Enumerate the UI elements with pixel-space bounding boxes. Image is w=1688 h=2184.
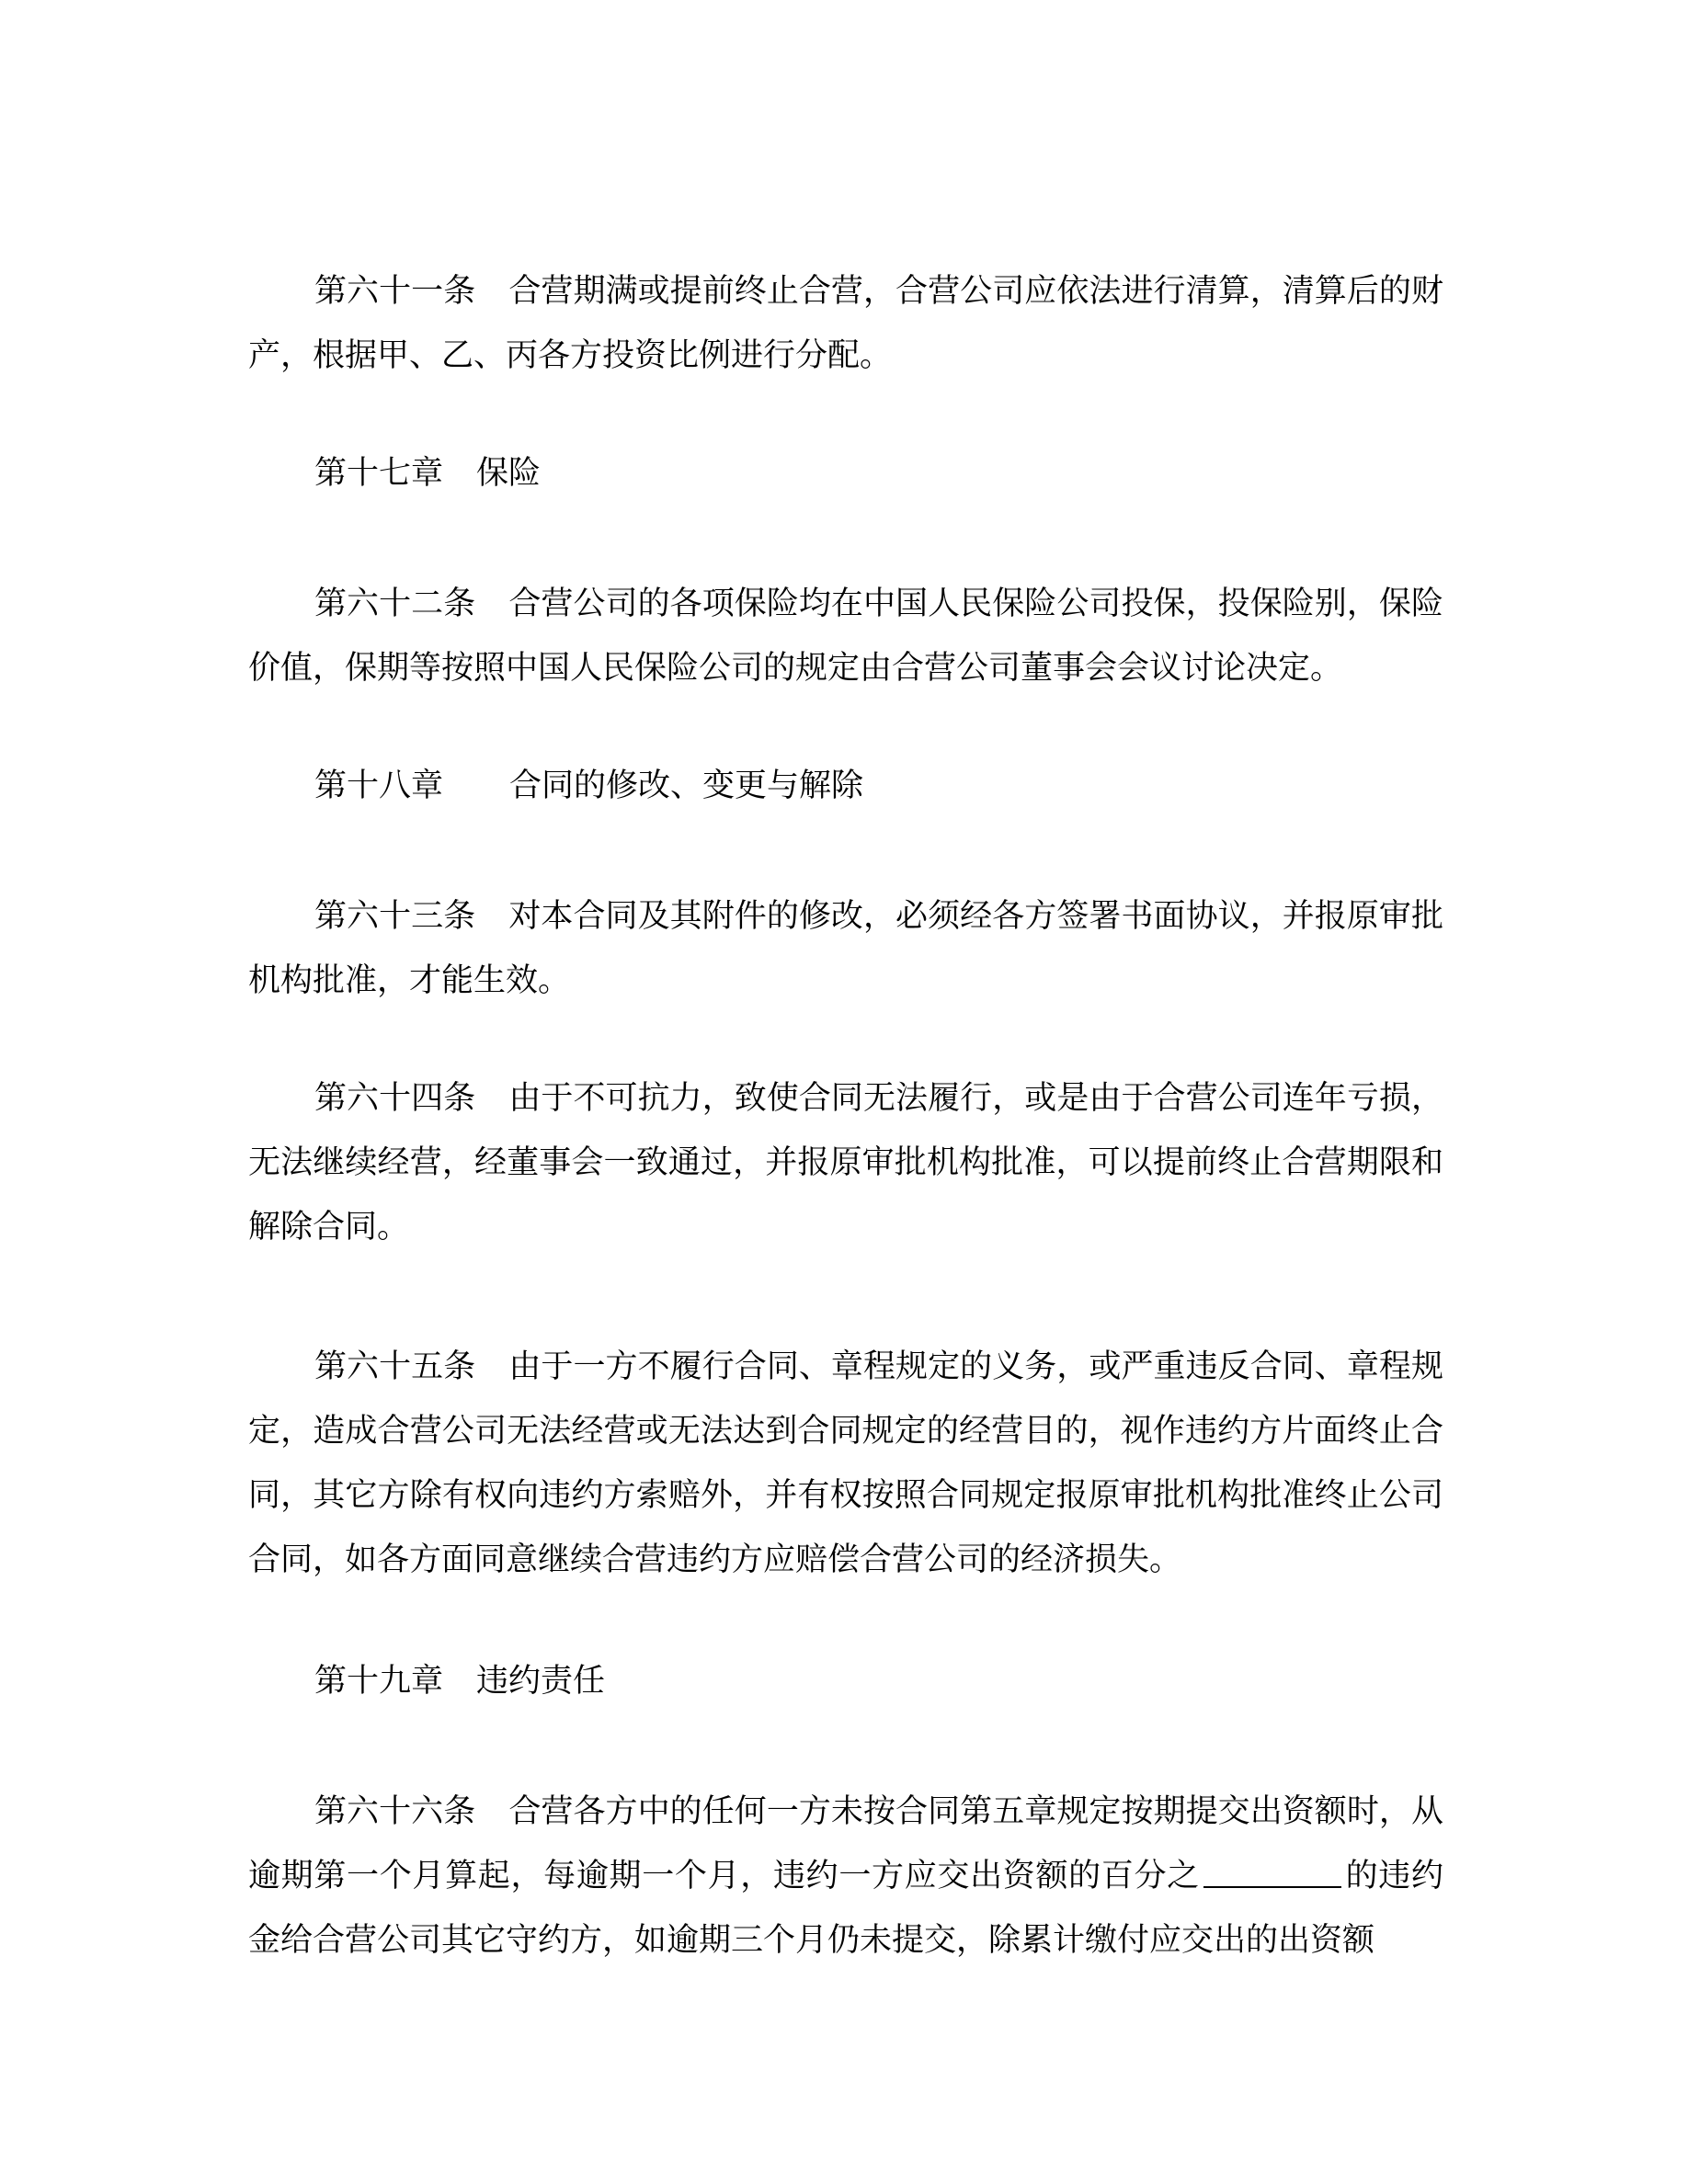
article-text-after: 的违约金给合营公司其它守约方，如逾期三个月仍未提交，除累计缴付应交出的出资额 [248,1858,1443,1959]
chapter-label: 第十九章 [314,1663,444,1700]
article-label: 第六十三条 [314,898,476,935]
document-page [248,0,1443,2184]
article-61 [248,259,1443,388]
chapter-title: 合同的修改、变更与解除 [509,768,864,804]
chapter-18-heading [314,754,863,818]
chapter-17-heading [314,441,541,506]
article-text: 合营公司的各项保险均在中国人民保险公司投保，投保险别，保险价值，保期等按照中国人民保险公司的规定由合营公司董事会会议讨论决定。 [248,586,1443,687]
article-text: 合营期满或提前终止合营，合营公司应依法进行清算，清算后的财产，根据甲、乙、丙各方投资比例进行分配。 [248,273,1443,374]
article-text: 由于不可抗力，致使合同无法履行，或是由于合营公司连年亏损，无法继续经营，经董事会一致通过，并报原审批机构批准，可以提前终止合营期限和解除合同。 [248,1080,1443,1246]
article-63 [248,884,1443,1013]
chapter-label: 第十八章 [314,768,444,804]
article-text-before: 合营各方中的任何一方未按合同第五章规定按期提交出资额时，从逾期第一个月算起，每逾期一个月，违约一方应交出资额的百分之 [248,1793,1443,1894]
article-label: 第六十五条 [314,1348,476,1385]
chapter-title: 违约责任 [476,1663,606,1700]
article-label: 第六十六条 [314,1793,476,1830]
article-62 [248,572,1443,700]
article-label: 第六十二条 [314,586,476,622]
article-65 [248,1335,1443,1592]
chapter-label: 第十七章 [314,455,444,492]
fill-in-blank [1203,1859,1341,1888]
article-66 [248,1780,1443,1973]
chapter-19-heading [314,1649,605,1713]
article-label: 第六十一条 [314,273,476,310]
article-text: 对本合同及其附件的修改，必须经各方签署书面协议，并报原审批机构批准，才能生效。 [248,898,1443,999]
chapter-title: 保险 [476,455,542,492]
article-label: 第六十四条 [314,1080,476,1117]
article-64 [248,1066,1443,1259]
article-text: 由于一方不履行合同、章程规定的义务，或严重违反合同、章程规定，造成合营公司无法经营或无法达到合同规定的经营目的，视作违约方片面终止合同，其它方除有权向违约方索赔外，并有权按照合同规定报原审批机构批准终止公司合同，如各方面同意继续合营违约方应赔偿合营公司的经济损失。 [248,1348,1443,1578]
